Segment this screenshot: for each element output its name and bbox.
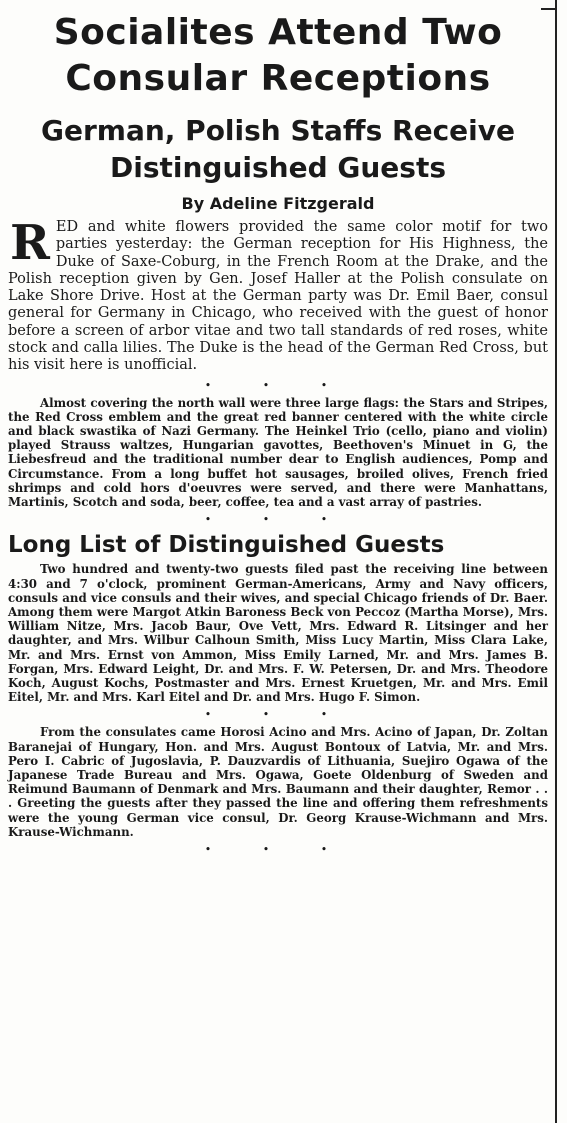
paragraph-decorations: Almost covering the north wall were three large flags: the Stars and Stripes, the Red Cross emblem and the great red banner centered with the white circle and black swastika of Nazi Germany. The Heinkel Trio (cello, piano and violin) played Strauss waltzes, Hungarian gavottes, Beethoven's Minuet in G, the Liebesfreud and the traditional number dear to English audiences, Pomp and Circumstance. From a long buffet hot sausages, broiled olives, French fried shrimps and cold hors d'oeuvres were served, and there were Manhattans, Martinis, Scotch and soda, beer, coffee, tea and a vast array of pastries.	[8, 395, 548, 510]
headline	[8, 10, 548, 102]
section-separator: • • •	[204, 513, 352, 527]
section-separator: • • •	[204, 842, 352, 856]
section-separator: • • •	[204, 378, 352, 392]
article	[8, 10, 548, 860]
lead-text: ED and white flowers provided the same color motif for two parties yesterday: the German reception for His Highness, the Duke of Saxe-Coburg, in the French Room at the Drake, and the Polish reception given by Gen. Josef Haller at the Polish consulate on Lake Shore Drive. Host at the German party was Dr. Emil Baer, consul general for Germany in Chicago, who received with the guest of honor before a screen of arbor vitae and two tall standards of red roses, white stock and calla lilies. The Duke is the head of the German Red Cross, but his visit here is unofficial.	[8, 219, 548, 374]
lead-paragraph	[8, 215, 548, 375]
section-separator: • • •	[204, 708, 352, 722]
paragraph-guest-list: Two hundred and twenty-two guests filed past the receiving line between 4:30 and 7 o'clock, prominent German-Americans, Army and Navy officers, consuls and vice consuls and their wives, and special Chicago friends of Dr. Baer. Among them were Margot Atkin Baroness Beck von Peccoz (Martha Morse), Mrs. William Nitze, Mrs. Jacob Baur, Ove Vett, Mrs. Edward R. Litsinger and her daughter, and Mrs. Wilbur Calhoun Smith, Miss Lucy Martin, Miss Clara Lake, Mr. and Mrs. Ernst von Ammon, Miss Emily Larned, Mr. and Mrs. James B. Forgan, Mrs. Edward Leight, Dr. and Mrs. F. W. Petersen, Dr. and Mrs. Theodore Koch, August Kochs, Postmaster and Mrs. Ernest Kruetgen, Mr. and Mrs. Emil Eitel, Mr. and Mrs. Karl Eitel and Dr. and Mrs. Hugo F. Simon.	[8, 562, 548, 705]
column-rule	[555, 0, 557, 1123]
headline-line-2: Consular Receptions	[65, 58, 491, 99]
drop-cap: R	[10, 215, 50, 271]
byline: By Adeline Fitzgerald	[181, 194, 375, 213]
paragraph-consulates: From the consulates came Horosi Acino and Mrs. Acino of Japan, Dr. Zoltan Baranejai of Hungary, Hon. and Mrs. August Bontoux of Latvia, Mr. and Mrs. Pero I. Cabric of Jugoslavia, P. Dauzvardis of Lithuania, Suejiro Ogawa of the Japanese Trade Bureau and Mrs. Ogawa, Goete Oldenburg of Sweden and Reimund Baumann of Denmark and Mrs. Baumann and their daughter, Remor . . . Greeting the guests after they passed the line and offering them refreshments were the young German vice consul, Dr. Georg Krause-Wichmann and Mrs. Krause-Wichmann.	[8, 725, 548, 839]
deck-line-1: German, Polish Staffs Receive	[41, 114, 515, 147]
deck	[8, 112, 548, 186]
deck-line-2: Distinguished Guests	[110, 151, 446, 184]
subheading: Long List of Distinguished Guests	[8, 532, 445, 559]
headline-line-1: Socialites Attend Two	[53, 12, 503, 53]
